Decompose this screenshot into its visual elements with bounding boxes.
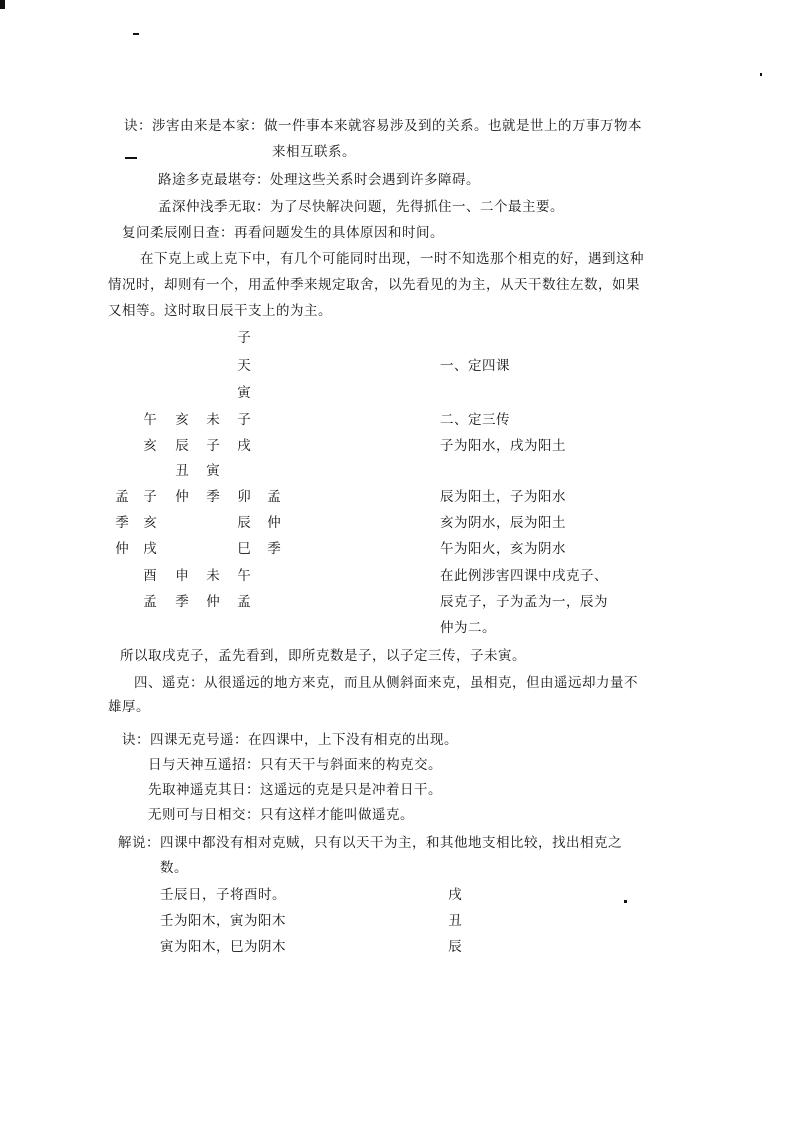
note-line: 在此例涉害四课中戌克子、 [440,568,608,584]
chart-cell: 卯 [237,489,251,505]
scan-speck [760,73,762,76]
chart-cell: 孟 [237,594,251,610]
scan-speck [133,33,139,35]
chart-cell: 孟 [143,594,157,610]
text-line: 壬为阳木，寅为阳木 [160,913,286,929]
text-line: 情况时，却则有一个，用孟仲季来规定取舍，以先看见的为主，从天干数往左数，如果 [108,277,640,293]
chart-cell: 季 [175,594,189,610]
text-line: 路途多克最堪夸：处理这些关系时会遇到许多障碍。 [158,172,480,188]
text-line: 雄厚。 [108,699,150,715]
chart-cell: 辰 [175,438,189,454]
chart-cell: 辰 [237,515,251,531]
note-line: 二、定三传 [440,412,510,428]
text-line: 寅为阳木，巳为阴木 [160,939,286,955]
chart-cell: 仲 [267,515,281,531]
chart-cell: 亥 [175,412,189,428]
scan-speck [125,157,137,159]
chart-cell: 仲 [175,489,189,505]
chart-cell: 午 [143,412,157,428]
chart-cell: 酉 [143,568,157,584]
chart-cell: 亥 [143,438,157,454]
text-line: 在下克上或上克下中，有几个可能同时出现，一时不知选那个相克的好，遇到这种 [140,251,644,267]
chart-cell: 仲 [206,594,220,610]
chart-cell: 戌 [143,541,157,557]
chart-cell: 子 [237,330,251,346]
text-line: 诀：四课无克号遥：在四课中，上下没有相克的出现。 [122,732,458,748]
chart-cell: 寅 [206,463,220,479]
note-line: 辰克子，子为孟为一，辰为 [440,594,608,610]
note-line: 仲为二。 [440,620,496,636]
chart-cell: 申 [175,568,189,584]
text-line: 又相等。这时取日辰干支上的为主。 [108,303,332,319]
note-line: 一、定四课 [440,358,510,374]
scan-speck [624,900,627,903]
chart-cell: 未 [206,412,220,428]
text-line: 复问柔辰刚日查：再看问题发生的具体原因和时间。 [122,225,444,241]
chart-cell: 季 [115,515,129,531]
chart-cell: 仲 [115,541,129,557]
chart-cell: 天 [237,358,251,374]
text-line: 解说：四课中都没有相对克贼，只有以天干为主，和其他地支相比较，找出相克之 [118,835,622,851]
text-line: 无则可与日相交：只有这样才能叫做遥克。 [148,807,414,823]
text-line: 来相互联系。 [272,144,356,160]
text-line: 数。 [160,860,188,876]
chart-cell: 寅 [237,385,251,401]
chart-cell: 子 [206,438,220,454]
text-line: 诀：涉害由来是本家：做一件事本来就容易涉及到的关系。也就是世上的万事万物本 [124,118,642,134]
side-column-char: 丑 [448,913,462,929]
note-line: 亥为阴水，辰为阳土 [440,515,566,531]
chart-cell: 午 [237,568,251,584]
text-line: 日与天神互遥招：只有天干与斜面来的构克交。 [148,757,442,773]
text-line: 孟深仲浅季无取：为了尽快解决问题，先得抓住一、二个最主要。 [158,199,564,215]
chart-cell: 季 [206,489,220,505]
chart-cell: 未 [206,568,220,584]
chart-cell: 孟 [267,489,281,505]
chart-cell: 丑 [175,463,189,479]
chart-cell: 孟 [115,489,129,505]
text-line: 先取神遥克其日：这遥远的克是只是冲着日干。 [148,782,442,798]
side-column-char: 辰 [448,939,462,955]
note-line: 辰为阳土，子为阳水 [440,489,566,505]
note-line: 子为阳水，戌为阳土 [440,438,566,454]
text-line: 四、遥克：从很遥远的地方来克，而且从侧斜面来克，虽相克，但由遥远却力量不 [134,675,638,691]
chart-cell: 子 [237,412,251,428]
chart-cell: 巳 [237,541,251,557]
chart-cell: 戌 [237,438,251,454]
scan-edge-mark [0,0,5,9]
side-column-char: 戌 [448,887,462,903]
chart-cell: 子 [143,489,157,505]
text-line: 所以取戌克子，孟先看到，即所克数是子，以子定三传，子未寅。 [120,648,526,664]
chart-cell: 亥 [143,515,157,531]
chart-cell: 季 [267,541,281,557]
note-line: 午为阳火，亥为阴水 [440,541,566,557]
text-line: 壬辰日，子将酉时。 [160,887,286,903]
